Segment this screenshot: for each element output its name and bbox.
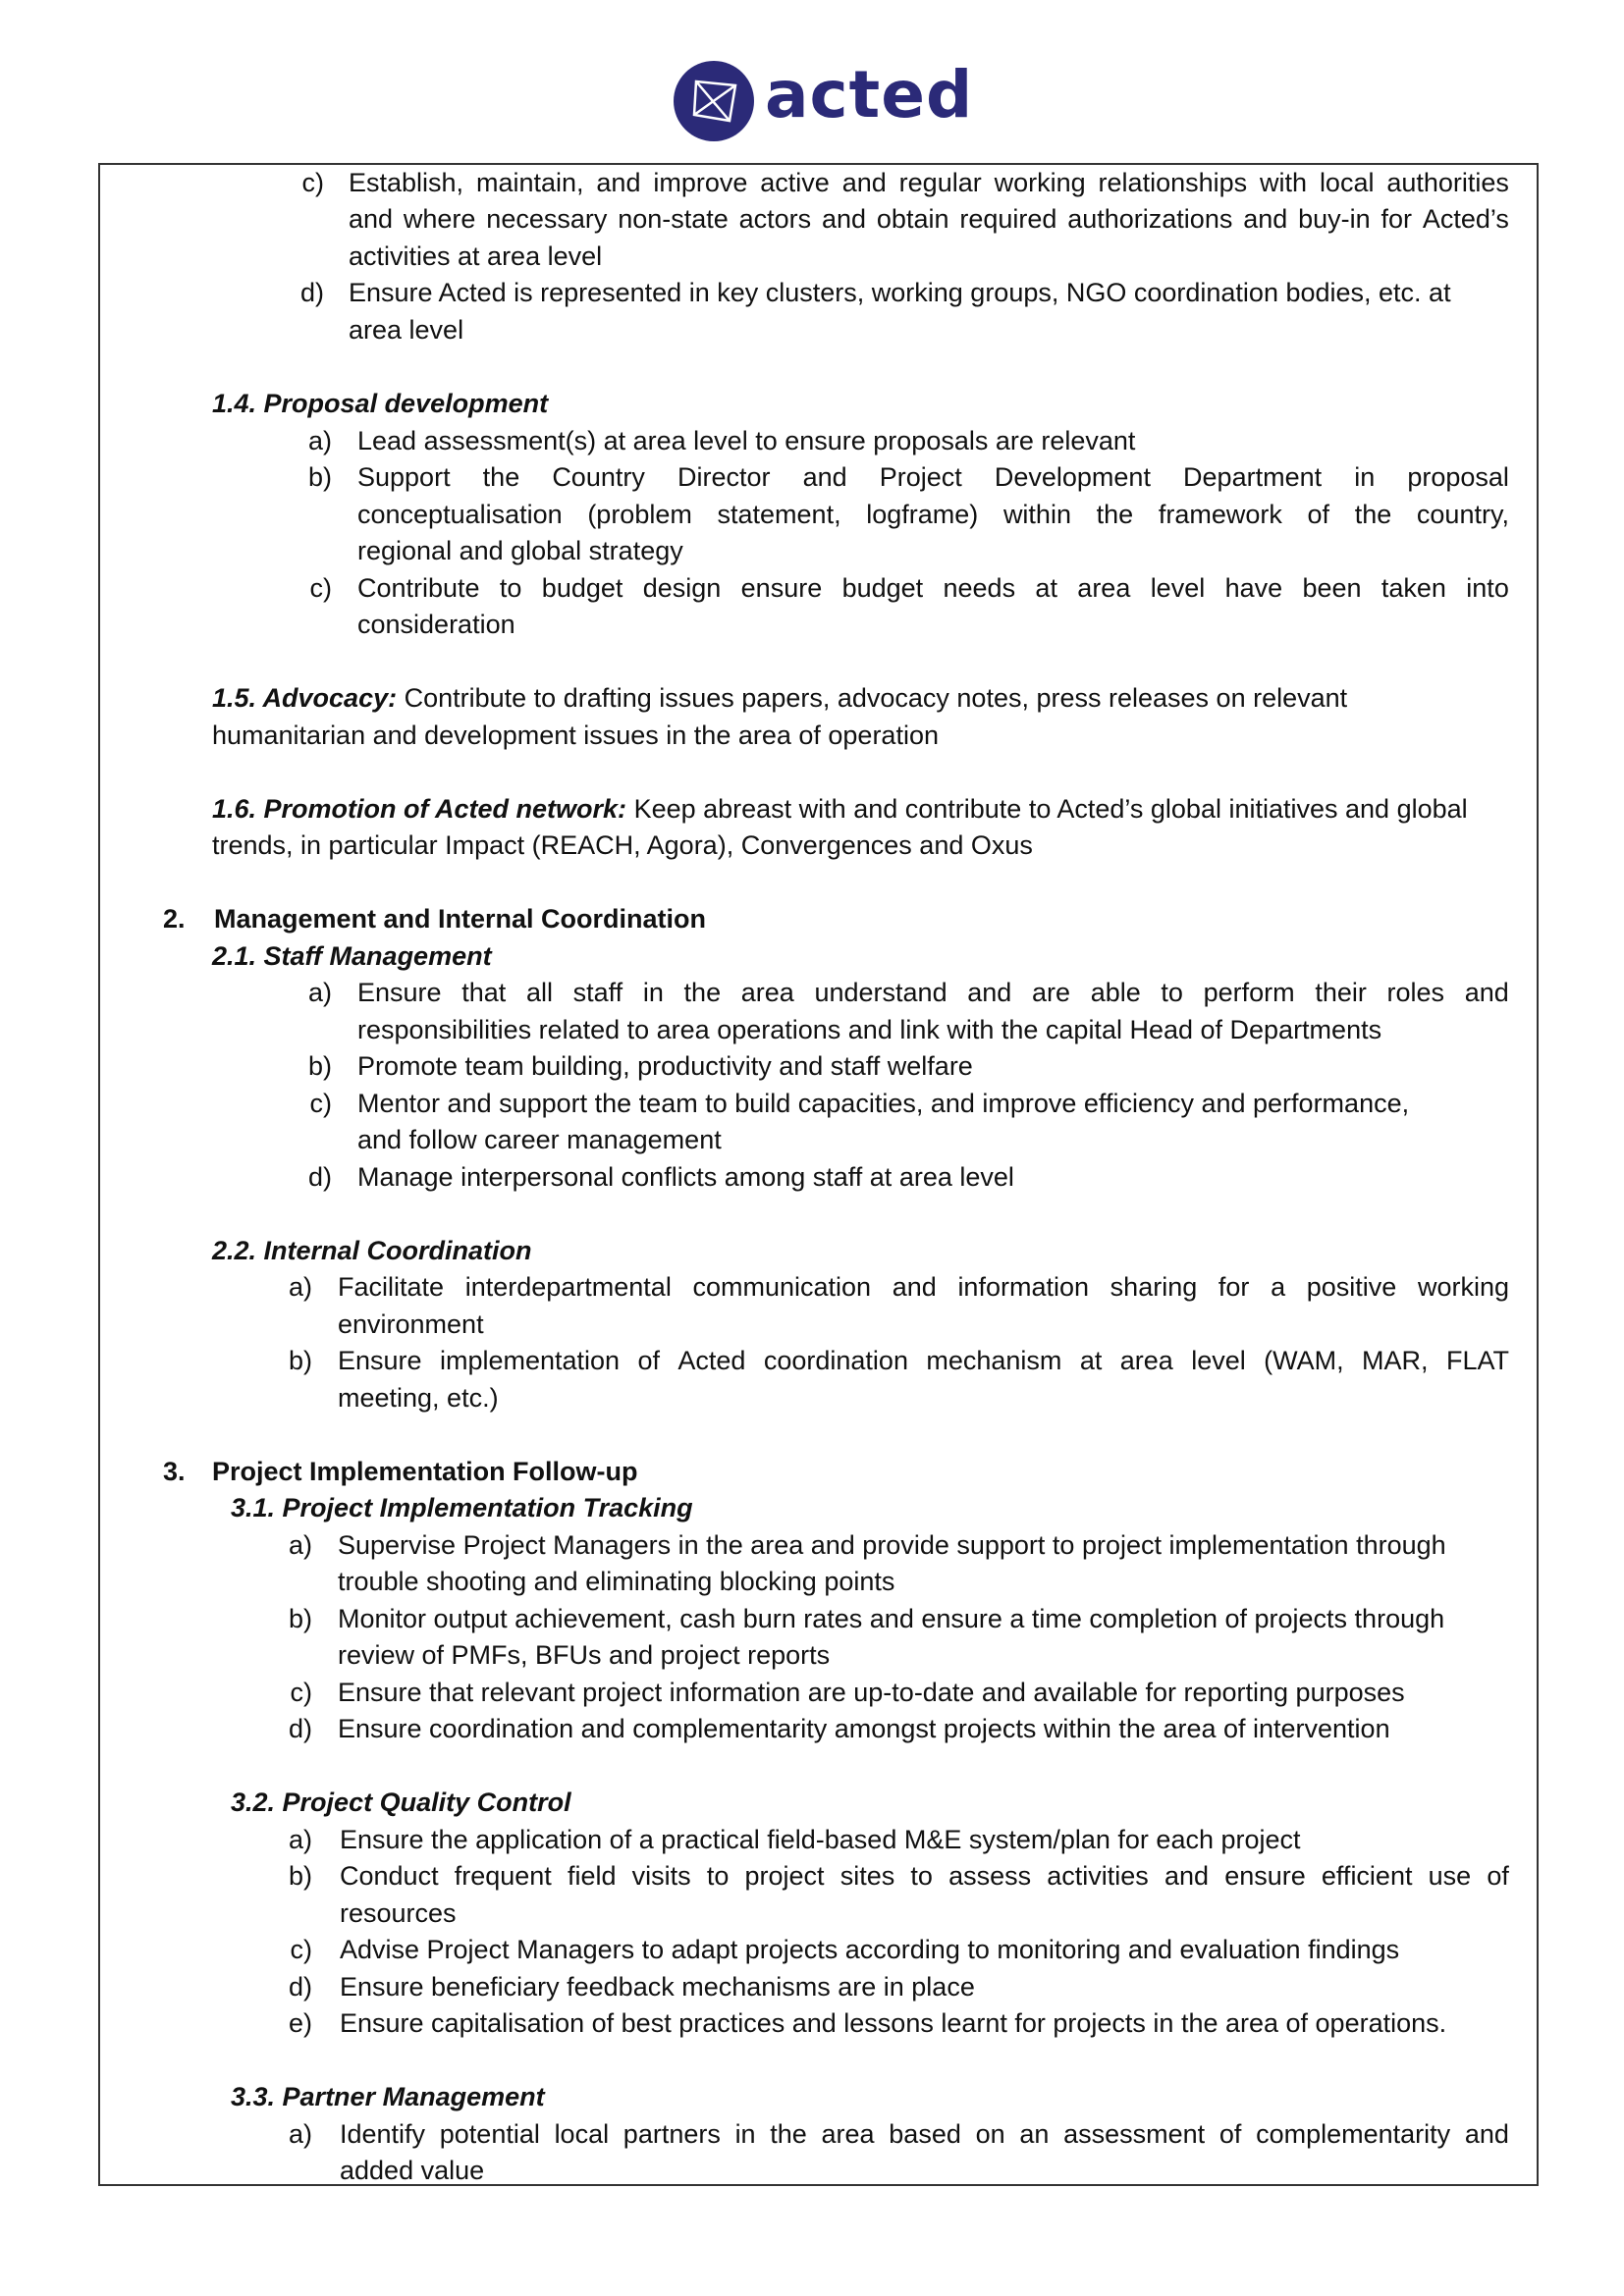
word: of	[1307, 500, 1330, 529]
word: necessary	[486, 204, 608, 234]
word: (WAM,	[1264, 1346, 1344, 1375]
word: level	[1191, 1346, 1246, 1375]
word: non-state	[618, 204, 729, 234]
word: into	[1466, 573, 1509, 603]
section-heading-2: Management and Internal Coordination	[214, 904, 707, 934]
section-number-3: 3.	[163, 1457, 186, 1486]
word: project	[744, 1861, 825, 1891]
word: for	[1218, 1272, 1250, 1302]
list-item-text: environment	[338, 1309, 484, 1339]
word: perform	[1203, 978, 1295, 1007]
word: area	[1077, 573, 1131, 603]
word: Establish,	[349, 168, 464, 197]
paragraph-1-6: 1.6. Promotion of Acted network: Keep abreast with and contribute to Acted’s global initiatives and global	[212, 794, 1468, 824]
list-item-text	[357, 975, 1509, 1010]
word: design	[642, 573, 722, 603]
word: Development	[994, 462, 1151, 492]
list-marker: d)	[288, 1972, 312, 2002]
list-marker: b)	[288, 1346, 312, 1375]
word: Identify	[340, 2119, 426, 2149]
list-item-text	[357, 459, 1509, 495]
list-item-text	[357, 497, 1509, 532]
list-item-text: Promote team building, productivity and staff welfare	[357, 1051, 973, 1081]
paragraph-text: humanitarian and development issues in the area of operation	[212, 721, 939, 750]
word: level	[1150, 573, 1206, 603]
paragraph-1-5: 1.5. Advocacy: Contribute to drafting issues papers, advocacy notes, press releases on relevant	[212, 683, 1348, 713]
list-item-text: activities at area level	[349, 241, 603, 271]
word: proposal	[1407, 462, 1509, 492]
word: to	[910, 1861, 933, 1891]
word: to	[499, 573, 522, 603]
section-number-2: 2.	[163, 904, 186, 934]
list-item-text: area level	[349, 315, 464, 345]
word: to	[1161, 978, 1183, 1007]
word: an	[1019, 2119, 1050, 2149]
list-item-text	[349, 165, 1509, 200]
list-marker: a)	[288, 1530, 312, 1560]
word: the	[482, 462, 520, 492]
word: mechanism	[926, 1346, 1062, 1375]
section-heading-2-2: 2.2. Internal Coordination	[212, 1236, 532, 1265]
word: actors	[738, 204, 812, 234]
word: Acted’s	[1422, 204, 1509, 234]
word: assess	[948, 1861, 1032, 1891]
word: authorities	[1386, 168, 1509, 197]
list-item-text: meeting, etc.)	[338, 1383, 499, 1413]
word: with	[1260, 168, 1308, 197]
list-item-text: Ensure Acted is represented in key clusters, working groups, NGO coordination bodies, etc. at	[349, 278, 1451, 307]
acted-wordmark: acted	[765, 57, 974, 133]
word: Support	[357, 462, 451, 492]
word: FLAT	[1445, 1346, 1509, 1375]
word: Project	[879, 462, 962, 492]
list-item-text: regional and global strategy	[357, 536, 683, 565]
word: obtain	[876, 204, 949, 234]
list-item-text: Mentor and support the team to build capacities, and improve efficiency and performance,	[357, 1089, 1410, 1118]
section-label-1-5: 1.5. Advocacy:	[212, 683, 398, 713]
word: country,	[1416, 500, 1509, 529]
list-marker: d)	[307, 1162, 332, 1192]
list-item-text	[349, 201, 1509, 237]
list-marker: b)	[288, 1604, 312, 1633]
list-marker: b)	[307, 1051, 332, 1081]
list-item-text: review of PMFs, BFUs and project reports	[338, 1640, 831, 1670]
word: the	[1096, 500, 1134, 529]
word: Director	[677, 462, 771, 492]
list-marker: b)	[307, 462, 332, 492]
word: potential	[439, 2119, 540, 2149]
word: coordination	[763, 1346, 908, 1375]
list-marker: e)	[288, 2008, 312, 2038]
word: local	[554, 2119, 610, 2149]
list-marker: c)	[290, 1678, 312, 1707]
word: budget	[541, 573, 623, 603]
word: Acted	[677, 1346, 746, 1375]
word: buy-in	[1298, 204, 1371, 234]
list-item-text	[340, 1858, 1509, 1894]
word: logframe)	[866, 500, 979, 529]
list-item-text	[338, 1343, 1509, 1378]
list-item-text: Monitor output achievement, cash burn rates and ensure a time completion of projects through	[338, 1604, 1445, 1633]
word: required	[959, 204, 1057, 234]
word: sharing	[1110, 1272, 1198, 1302]
list-marker: a)	[307, 978, 332, 1007]
word: use	[1428, 1861, 1472, 1891]
word: and	[1464, 978, 1509, 1007]
word: the	[683, 978, 722, 1007]
word: and	[1164, 1861, 1210, 1891]
list-marker: c)	[309, 573, 332, 603]
list-marker: a)	[307, 426, 332, 455]
word: field	[567, 1861, 617, 1891]
word: and	[802, 462, 847, 492]
word: Conduct	[340, 1861, 439, 1891]
list-item-text: responsibilities related to area operations and link with the capital Head of Departments	[357, 1015, 1382, 1044]
list-item-text: Ensure capitalisation of best practices and lessons learnt for projects in the area of operations.	[340, 2008, 1447, 2038]
word: statement,	[717, 500, 841, 529]
list-marker: c)	[290, 1935, 312, 1964]
word: at	[1079, 1346, 1103, 1375]
word: of	[1218, 2119, 1242, 2149]
section-label-1-6: 1.6. Promotion of Acted network:	[212, 794, 627, 824]
word: needs	[943, 573, 1016, 603]
word: and	[841, 168, 887, 197]
word: positive	[1306, 1272, 1397, 1302]
word: assessment	[1063, 2119, 1206, 2149]
list-item-text: resources	[340, 1898, 457, 1928]
list-item-text: Ensure that relevant project information are up-to-date and available for reporting purposes	[338, 1678, 1405, 1707]
word: visits	[631, 1861, 691, 1891]
list-item-text	[357, 570, 1509, 606]
list-item-text: trouble shooting and eliminating blocking points	[338, 1567, 895, 1596]
list-marker: b)	[288, 1861, 312, 1891]
word: to	[706, 1861, 730, 1891]
word: authorizations	[1067, 204, 1233, 234]
list-marker: d)	[288, 1714, 312, 1743]
word: have	[1224, 573, 1283, 603]
list-marker: c)	[301, 168, 324, 197]
word: in	[642, 978, 664, 1007]
word: activities	[1047, 1861, 1149, 1891]
word: active	[760, 168, 830, 197]
word: communication	[692, 1272, 872, 1302]
word: working	[1417, 1272, 1509, 1302]
word: Contribute	[357, 573, 480, 603]
list-item-text: consideration	[357, 610, 515, 639]
word: Ensure	[338, 1346, 422, 1375]
word: area	[821, 2119, 875, 2149]
section-heading-3-1: 3.1. Project Implementation Tracking	[231, 1493, 693, 1522]
word: partners	[623, 2119, 721, 2149]
list-marker: a)	[288, 1272, 312, 1302]
list-item-text: Lead assessment(s) at area level to ensure proposals are relevant	[357, 426, 1136, 455]
section-heading-3-2: 3.2. Project Quality Control	[231, 1788, 571, 1817]
word: based	[889, 2119, 961, 2149]
word: of	[1487, 1861, 1509, 1891]
word: taken	[1380, 573, 1446, 603]
word: within	[1002, 500, 1071, 529]
word: implementation	[439, 1346, 621, 1375]
word: conceptualisation	[357, 500, 563, 529]
word: relationships	[1098, 168, 1248, 197]
word: and	[892, 1272, 937, 1302]
list-item-text: Manage interpersonal conflicts among staff at area level	[357, 1162, 1014, 1192]
section-heading-1-4: 1.4. Proposal development	[212, 389, 549, 418]
word: frequent	[454, 1861, 552, 1891]
word: are	[1032, 978, 1071, 1007]
word: sites	[839, 1861, 895, 1891]
word: framework	[1158, 500, 1282, 529]
word: ensure	[740, 573, 823, 603]
word: and	[349, 204, 394, 234]
list-marker: a)	[288, 1825, 312, 1854]
paragraph-text: trends, in particular Impact (REACH, Agora), Convergences and Oxus	[212, 830, 1033, 860]
word: Facilitate	[338, 1272, 445, 1302]
word: MAR,	[1362, 1346, 1429, 1375]
word: a	[1271, 1272, 1286, 1302]
section-heading-2-1: 2.1. Staff Management	[212, 941, 492, 971]
word: the	[1354, 500, 1392, 529]
word: at	[1035, 573, 1057, 603]
word: able	[1090, 978, 1141, 1007]
word: Ensure	[357, 978, 442, 1007]
word: and	[1243, 204, 1288, 234]
word: and	[596, 168, 641, 197]
section-heading-3-3: 3.3. Partner Management	[231, 2082, 545, 2111]
list-item-text: Advise Project Managers to adapt projects according to monitoring and evaluation findings	[340, 1935, 1400, 1964]
list-item-text: Supervise Project Managers in the area and provide support to project implementation through	[338, 1530, 1446, 1560]
word: that	[461, 978, 507, 1007]
list-marker: a)	[288, 2119, 312, 2149]
list-item-text: and follow career management	[357, 1125, 722, 1154]
word: all	[525, 978, 553, 1007]
word: and	[822, 204, 867, 234]
word: information	[957, 1272, 1090, 1302]
word: in	[734, 2119, 756, 2149]
word: Department	[1183, 462, 1323, 492]
word: (problem	[587, 500, 692, 529]
list-item-text: Ensure the application of a practical field-based M&E system/plan for each project	[340, 1825, 1301, 1854]
word: ensure	[1224, 1861, 1306, 1891]
list-item-text	[338, 1269, 1509, 1305]
word: local	[1319, 168, 1375, 197]
word: on	[975, 2119, 1005, 2149]
word: regular	[898, 168, 982, 197]
word: and	[1464, 2119, 1509, 2149]
word: understand	[814, 978, 947, 1007]
word: working	[994, 168, 1086, 197]
acted-logo	[673, 59, 973, 143]
word: of	[637, 1346, 660, 1375]
word: improve	[653, 168, 748, 197]
word: efficient	[1321, 1861, 1413, 1891]
list-item-text: Ensure coordination and complementarity amongst projects within the area of intervention	[338, 1714, 1390, 1743]
word: Country	[552, 462, 645, 492]
word: roles	[1386, 978, 1445, 1007]
word: their	[1315, 978, 1367, 1007]
word: area	[740, 978, 794, 1007]
list-item-text: added value	[340, 2156, 485, 2185]
list-item-text	[340, 2116, 1509, 2152]
word: where	[403, 204, 476, 234]
acted-logo-mark-icon	[673, 60, 755, 142]
word: and	[967, 978, 1012, 1007]
list-marker: c)	[309, 1089, 332, 1118]
list-marker: d)	[299, 278, 324, 307]
word: budget	[841, 573, 924, 603]
word: complementarity	[1256, 2119, 1451, 2149]
word: interdepartmental	[464, 1272, 672, 1302]
word: for	[1380, 204, 1412, 234]
word: been	[1302, 573, 1362, 603]
list-item-text: Ensure beneficiary feedback mechanisms are in place	[340, 1972, 975, 2002]
word: in	[1354, 462, 1376, 492]
word: staff	[572, 978, 623, 1007]
word: the	[770, 2119, 807, 2149]
word: maintain,	[475, 168, 584, 197]
section-heading-3: Project Implementation Follow-up	[212, 1457, 638, 1486]
word: area	[1119, 1346, 1173, 1375]
